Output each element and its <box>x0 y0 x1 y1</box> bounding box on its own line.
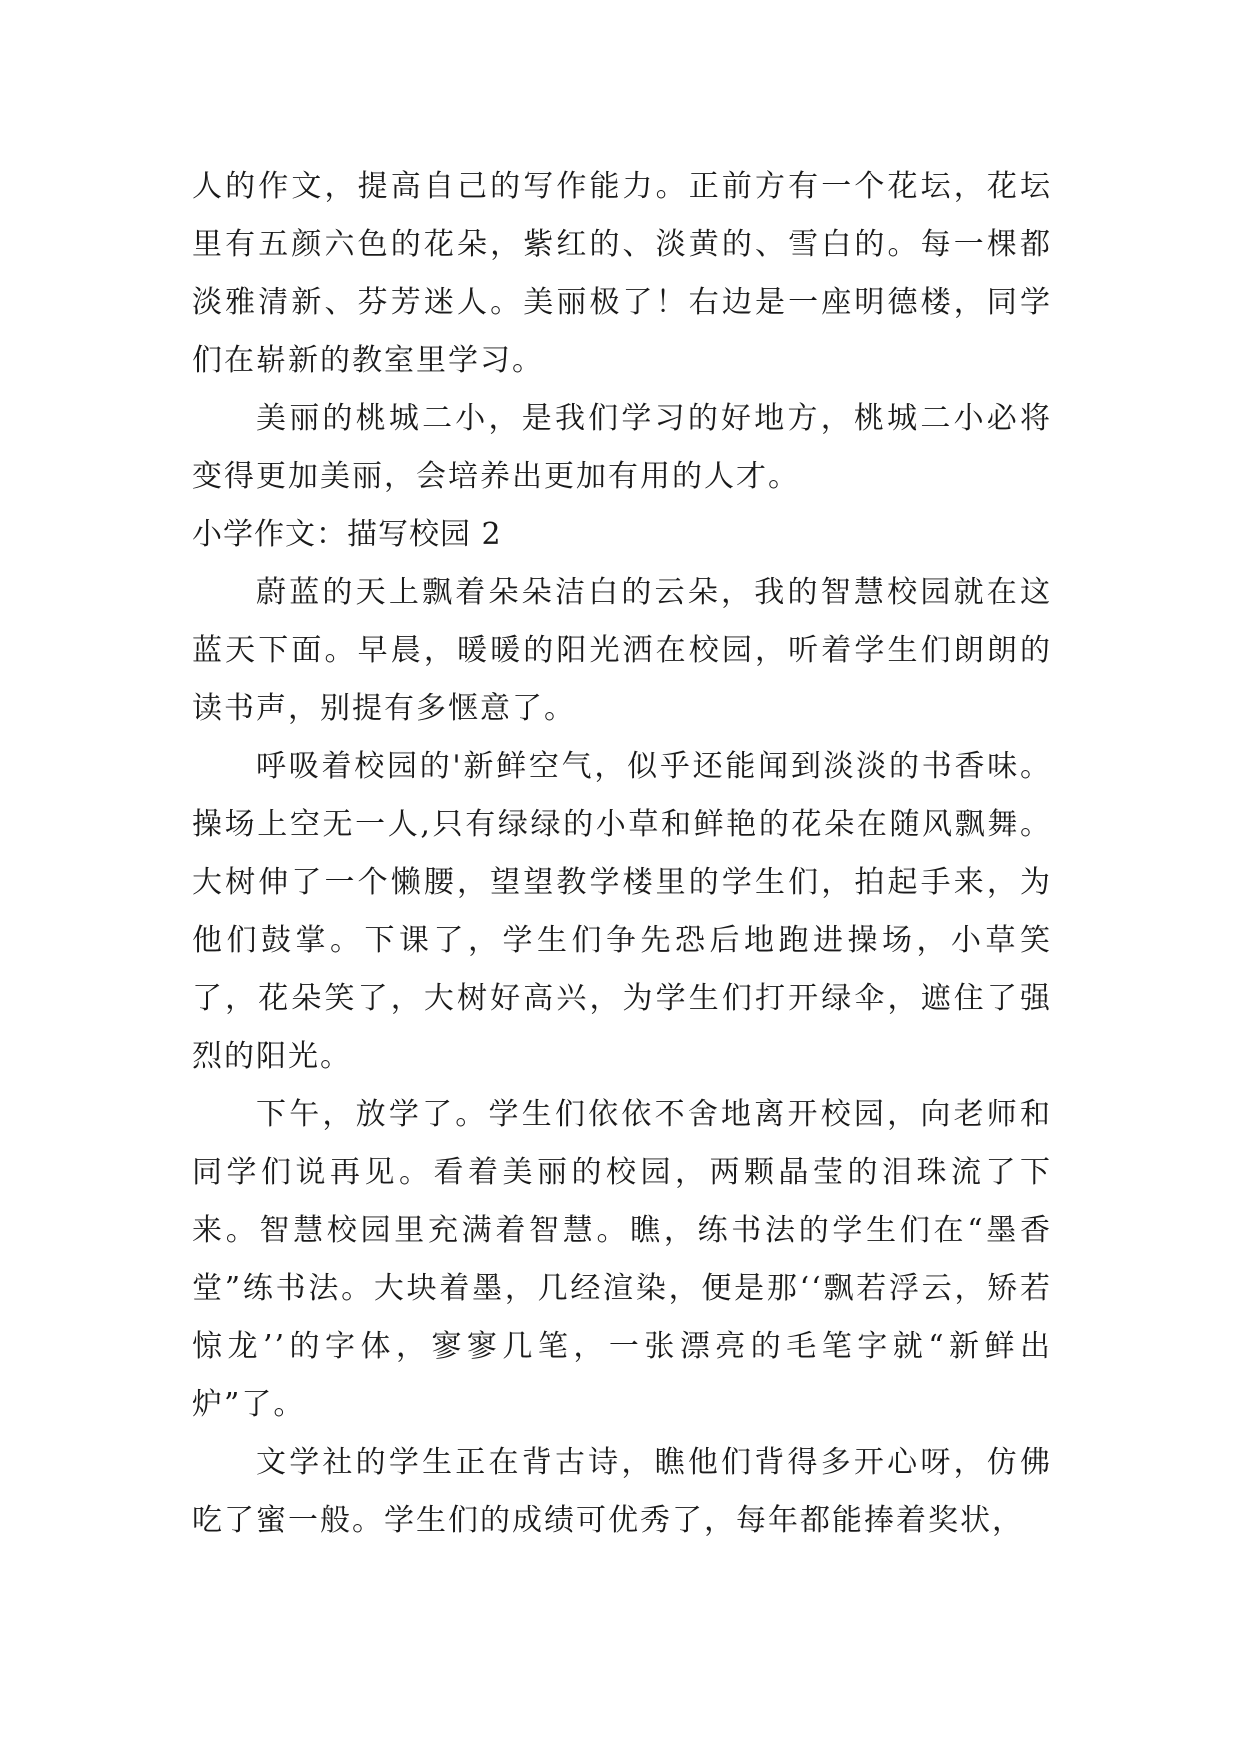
paragraph-1: 人的作文，提高自己的写作能力。正前方有一个花坛，花坛里有五颜六色的花朵，紫红的、淡黄的、雪白的。每一棵都淡雅清新、芬芳迷人。美丽极了！右边是一座明德楼，同学们在崭新的教室里学习。 <box>192 169 1052 378</box>
document-body <box>192 158 1052 1550</box>
paragraph-2: 美丽的桃城二小，是我们学习的好地方，桃城二小必将变得更加美丽，会培养出更加有用的人才。 <box>192 401 1052 494</box>
paragraph-5: 下午，放学了。学生们依依不舍地离开校园，向老师和同学们说再见。看着美丽的校园，两颗晶莹的泪珠流了下来。智慧校园里充满着智慧。瞧，练书法的学生们在“墨香堂”练书法。大块着墨，几经渲染，便是那‘‘飘若浮云，矫若惊龙’’的字体，寥寥几笔，一张漂亮的毛笔字就“新鲜出炉”了。 <box>192 1097 1052 1422</box>
paragraph-3: 蔚蓝的天上飘着朵朵洁白的云朵，我的智慧校园就在这蓝天下面。早晨，暖暖的阳光洒在校园，听着学生们朗朗的读书声，别提有多惬意了。 <box>192 575 1052 726</box>
section-heading: 小学作文：描写校园 2 <box>192 517 502 552</box>
paragraph-6: 文学社的学生正在背古诗，瞧他们背得多开心呀，仿佛吃了蜜一般。学生们的成绩可优秀了，每年都能捧着奖状， <box>192 1445 1052 1538</box>
paragraph-4: 呼吸着校园的'新鲜空气，似乎还能闻到淡淡的书香味。操场上空无一人,只有绿绿的小草和鲜艳的花朵在随风飘舞。大树伸了一个懒腰，望望教学楼里的学生们，拍起手来，为他们鼓掌。下课了，学生们争先恐后地跑进操场，小草笑了，花朵笑了，大树好高兴，为学生们打开绿伞，遮住了强烈的阳光。 <box>192 749 1052 1074</box>
